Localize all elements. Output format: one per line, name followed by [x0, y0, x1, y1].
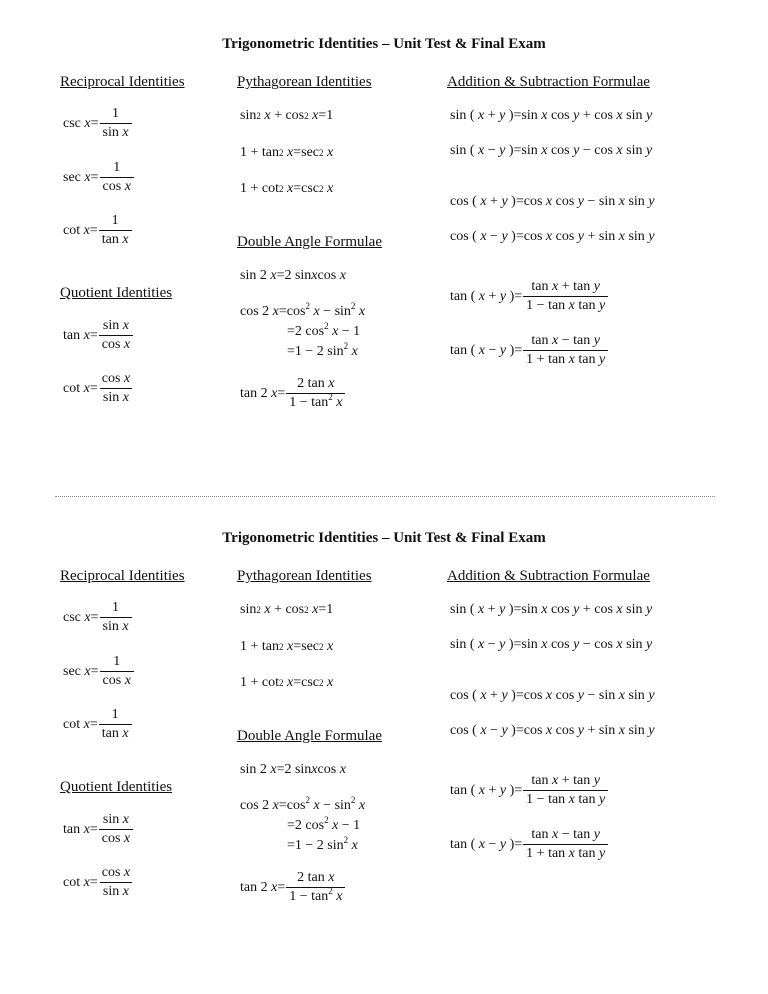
formula-tan-add: tan ( x + y )= tan x + tan y 1 − tan x tan y: [450, 279, 608, 314]
formula-csc: csc x = 1 sin x: [63, 600, 132, 635]
page-title: Trigonometric Identities – Unit Test & Final Exam: [222, 36, 546, 52]
quotient-heading: Quotient Identities: [60, 285, 173, 301]
pythagorean-heading: Pythagorean Identities: [237, 568, 372, 584]
formula-cot: cot x = 1 tan x: [63, 707, 132, 742]
formula-sin-sub: sin ( x − y )=sin x cos y − cos x sin y: [450, 143, 653, 158]
formula-pyth-2: 1 + tan 2 x =sec 2 x: [240, 639, 334, 654]
formula-csc: csc x = 1 sin x: [63, 106, 132, 141]
formula-tan-sub: tan ( x − y )= tan x − tan y 1 + tan x tan y: [450, 333, 608, 368]
formula-cos-sub: cos ( x − y )=cos x cos y + sin x sin y: [450, 229, 655, 244]
formula-pyth-3: 1 + cot 2 x =csc 2 x: [240, 675, 334, 690]
formula-sin-add: sin ( x + y )=sin x cos y + cos x sin y: [450, 108, 653, 123]
formula-sin-sub: sin ( x − y )=sin x cos y − cos x sin y: [450, 637, 653, 652]
formula-tan-quotient: tan x = sin x cos x: [63, 812, 133, 847]
formula-pyth-1: sin 2 x + cos 2 x =1: [240, 108, 334, 123]
formula-sec: sec x = 1 cos x: [63, 160, 134, 195]
formula-pyth-2: 1 + tan 2 x =sec 2 x: [240, 145, 334, 160]
pythagorean-heading: Pythagorean Identities: [237, 74, 372, 90]
formula-cos2x: cos 2 $x=\cos^2$ $x - \sin^2 x$ =2 $\cos^2 x - 1$ =1 − 2 $\sin^2 x$: [240, 795, 366, 853]
formula-sin-add: sin ( x + y )=sin x cos y + cos x sin y: [450, 602, 653, 617]
addition-heading: Addition & Subtraction Formulae: [447, 74, 650, 90]
formula-cot-quotient: cot x = cos x sin x: [63, 371, 131, 405]
formula-cos-add: cos ( x + y )=cos x cos y − sin x sin y: [450, 688, 655, 703]
formula-sin2x: sin 2 x =2 sin x cos x: [240, 762, 346, 777]
formula-sec: sec x = 1 cos x: [63, 654, 134, 689]
formula-tan-add: tan ( x + y )= tan x + tan y 1 − tan x tan y: [450, 773, 608, 808]
formula-cot-quotient: cot x = cos x sin x: [63, 865, 131, 899]
quotient-heading: Quotient Identities: [60, 779, 173, 795]
addition-heading: Addition & Subtraction Formulae: [447, 568, 650, 584]
dotted-cut-line: [55, 496, 715, 497]
formula-pyth-1: sin 2 x + cos 2 x =1: [240, 602, 334, 617]
formula-tan-sub: tan ( x − y )= tan x − tan y 1 + tan x tan y: [450, 827, 608, 862]
page-title: Trigonometric Identities – Unit Test & Final Exam: [222, 530, 546, 546]
reciprocal-heading: Reciprocal Identities: [60, 568, 185, 584]
formula-cos2x: cos 2 $x=\cos^2$ $x - \sin^2 x$ =2 $\cos^2 x - 1$ =1 − 2 $\sin^2 x$: [240, 301, 366, 359]
formula-cos-add: cos ( x + y )=cos x cos y − sin x sin y: [450, 194, 655, 209]
formula-tan2x: tan 2 x = 2 tan x $1 - \tan^2 x$: [240, 870, 345, 905]
formula-cot: cot x = 1 tan x: [63, 213, 132, 248]
double-angle-heading: Double Angle Formulae: [237, 728, 382, 744]
double-angle-heading: Double Angle Formulae: [237, 234, 382, 250]
formula-cos-sub: cos ( x − y )=cos x cos y + sin x sin y: [450, 723, 655, 738]
formula-sin2x: sin 2 x =2 sin x cos x: [240, 268, 346, 283]
formula-tan-quotient: tan x = sin x cos x: [63, 318, 133, 353]
formula-tan2x: tan 2 x = 2 tan x $1 - \tan^2 x$: [240, 376, 345, 411]
page-bottom-copy: [0, 522, 768, 982]
page-top-copy: [0, 28, 768, 488]
formula-pyth-3: 1 + cot 2 x =csc 2 x: [240, 181, 334, 196]
reciprocal-heading: Reciprocal Identities: [60, 74, 185, 90]
